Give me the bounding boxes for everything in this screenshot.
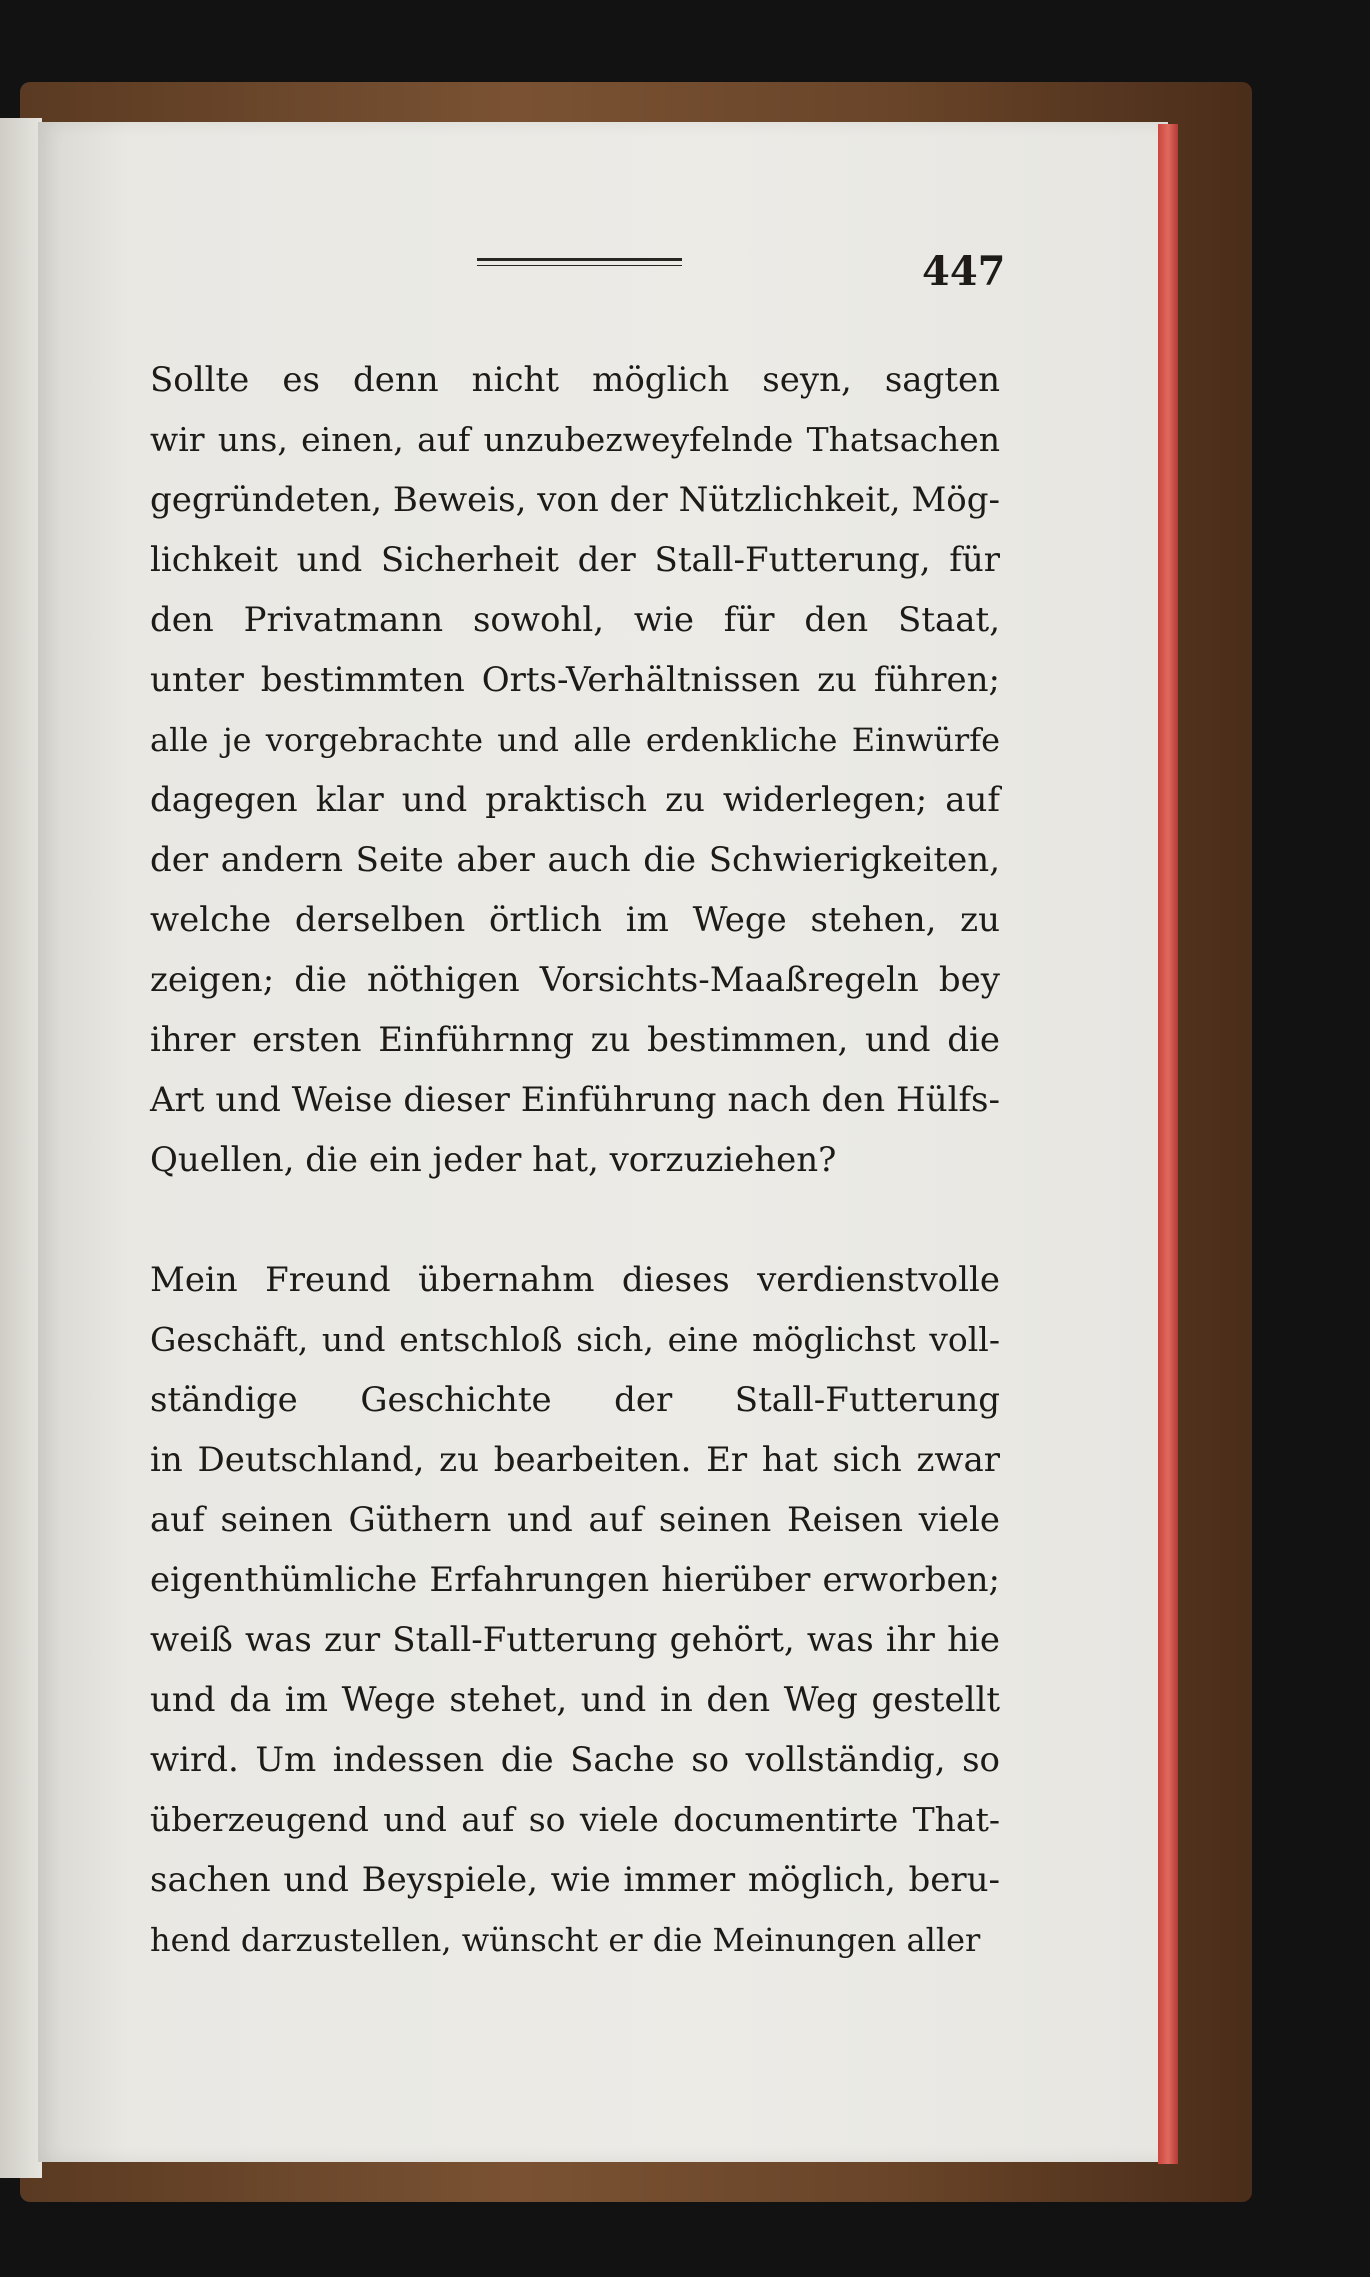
text-line: sachen und Beyspiele, wie immer möglich, beru- — [150, 1860, 1000, 1900]
text-line: ständige Geschichte der Stall-Futterung — [150, 1380, 1000, 1420]
text-line: zeigen; die nöthigen Vorsichts-Maaßregeln bey — [150, 960, 1000, 1000]
text-line: eigenthümliche Erfahrungen hierüber erworben; — [150, 1560, 1000, 1600]
text-line: Geschäft, und entschloß sich, eine möglichst voll- — [150, 1320, 1000, 1359]
text-line: weiß was zur Stall-Futterung gehört, was ihr hie — [150, 1620, 1000, 1660]
text-line: Mein Freund übernahm dieses verdienstvolle — [150, 1260, 1000, 1300]
text-line: wir uns, einen, auf unzubezweyfelnde Thatsachen — [150, 420, 1000, 459]
text-line: und da im Wege stehet, und in den Weg gestellt — [150, 1680, 1000, 1720]
text-line: wird. Um indessen die Sache so vollständig, so — [150, 1740, 1000, 1780]
text-line: Art und Weise dieser Einführung nach den Hülfs- — [150, 1080, 1000, 1120]
facing-page-edge — [0, 118, 42, 2178]
text-line: ihrer ersten Einführnng zu bestimmen, und die — [150, 1020, 1000, 1060]
text-line: der andern Seite aber auch die Schwierigkeiten, — [150, 840, 1000, 880]
header-rule — [477, 258, 682, 272]
paragraph-2 — [150, 1250, 1000, 1970]
text-line: überzeugend und auf so viele documentirte That- — [150, 1800, 1000, 1839]
page-number: 447 — [922, 248, 1006, 295]
text-line: welche derselben örtlich im Wege stehen, zu — [150, 900, 1000, 940]
red-page-edge — [1158, 124, 1178, 2164]
text-line: auf seinen Güthern und auf seinen Reisen viele — [150, 1500, 1000, 1540]
text-line: Sollte es denn nicht möglich seyn, sagten — [150, 360, 1000, 400]
text-line: gegründeten, Beweis, von der Nützlichkeit, Mög- — [150, 480, 1000, 520]
text-line: lichkeit und Sicherheit der Stall-Futterung, für — [150, 540, 1000, 580]
text-line: unter bestimmten Orts-Verhältnissen zu führen; — [150, 660, 1000, 700]
text-line: in Deutschland, zu bearbeiten. Er hat sich zwar — [150, 1440, 1000, 1480]
text-block — [150, 350, 1000, 1970]
text-line: alle je vorgebrachte und alle erdenkliche Einwürfe — [150, 721, 1000, 759]
text-line: Quellen, die ein jeder hat, vorzuziehen? — [150, 1140, 837, 1180]
text-line: den Privatmann sowohl, wie für den Staat, — [150, 600, 1000, 640]
text-line: hend darzustellen, wünscht er die Meinungen aller — [150, 1921, 981, 1959]
paragraph-1 — [150, 350, 1000, 1190]
text-line: dagegen klar und praktisch zu widerlegen; auf — [150, 780, 1000, 820]
